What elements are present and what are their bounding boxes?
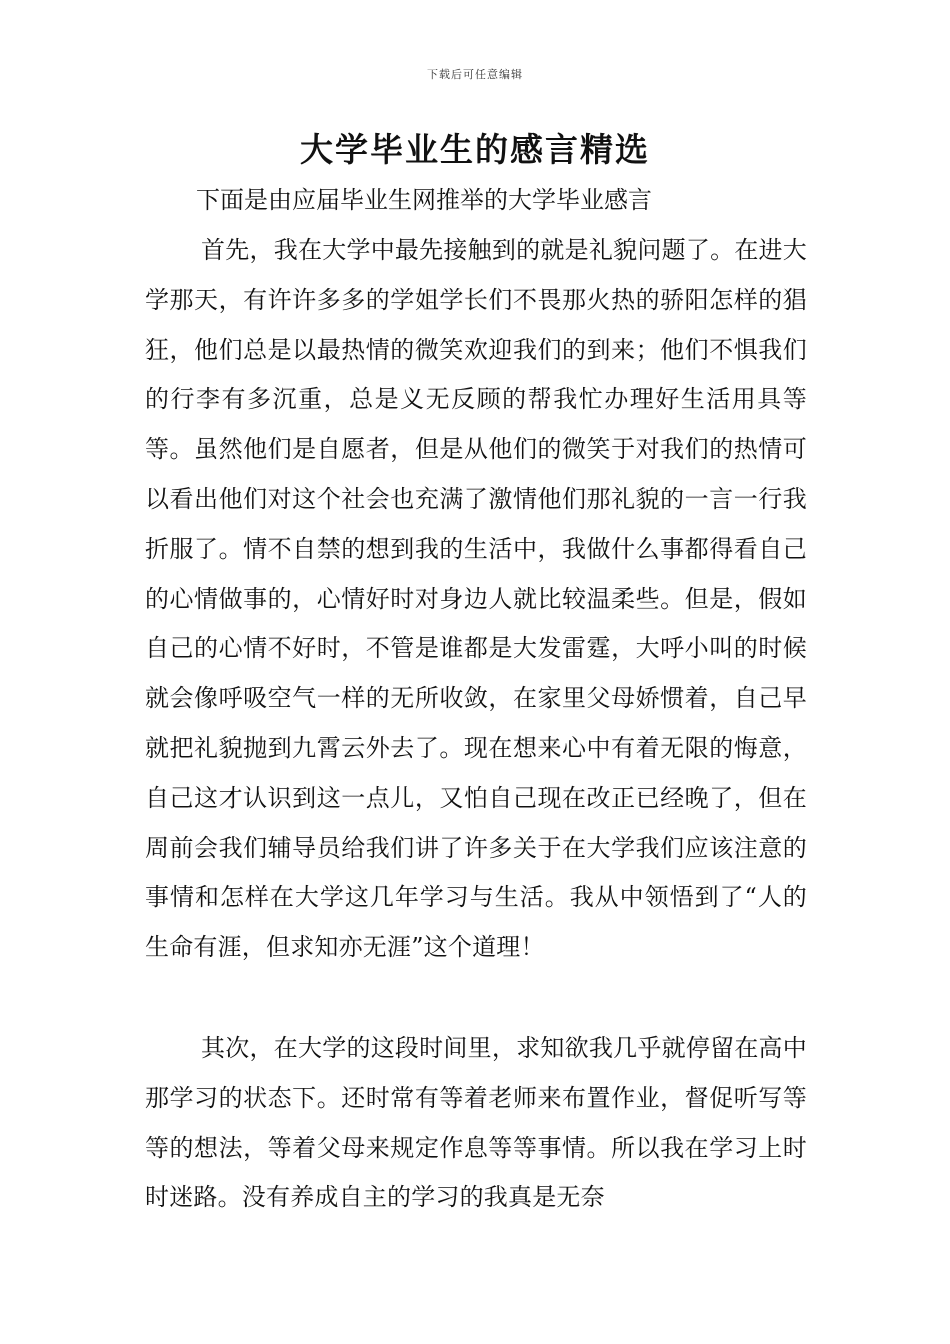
header-note: 下载后可任意编辑 <box>427 68 523 81</box>
paragraph-1: 首先，我在大学中最先接触到的就是礼貌问题了。在进大学那天，有许许多多的学姐学长们不畏那火热的骄阳怎样的猖狂，他们总是以最热情的微笑欢迎我们的到来；他们不惧我们的行李有多沉重，总是义无反顾的帮我忙办理好生活用具等等。虽然他们是自愿者，但是从他们的微笑于对我们的热情可以看出他们对这个社会也充满了激情他们那礼貌的一言一行我折服了。情不自禁的想到我的生活中，我做什么事都得看自己的心情做事的，心情好时对身边人就比较温柔些。但是，假如自己的心情不好时，不管是谁都是大发雷霆，大呼小叫的时候就会像呼吸空气一样的无所收敛，在家里父母娇惯着，自己早就把礼貌抛到九霄云外去了。现在想来心中有着无限的悔意，自己这才认识到这一点儿，又怕自己现在改正已经晚了，但在周前会我们辅导员给我们讲了许多关于在大学我们应该注意的事情和怎样在大学这几年学习与生活。我从中领悟到了“人的生命有涯，但求知亦无涯”这个道理！ <box>145 236 807 962</box>
paragraph-2: 其次，在大学的这段时间里，求知欲我几乎就停留在高中那学习的状态下。还时常有等着老师来布置作业，督促听写等等的想法，等着父母来规定作息等等事情。所以我在学习上时时迷路。没有养成自主的学习的我真是无奈 <box>145 1034 807 1212</box>
intro-line: 下面是由应届毕业生网推举的大学毕业感言 <box>196 186 652 214</box>
document-title: 大学毕业生的感言精选 <box>300 130 650 169</box>
